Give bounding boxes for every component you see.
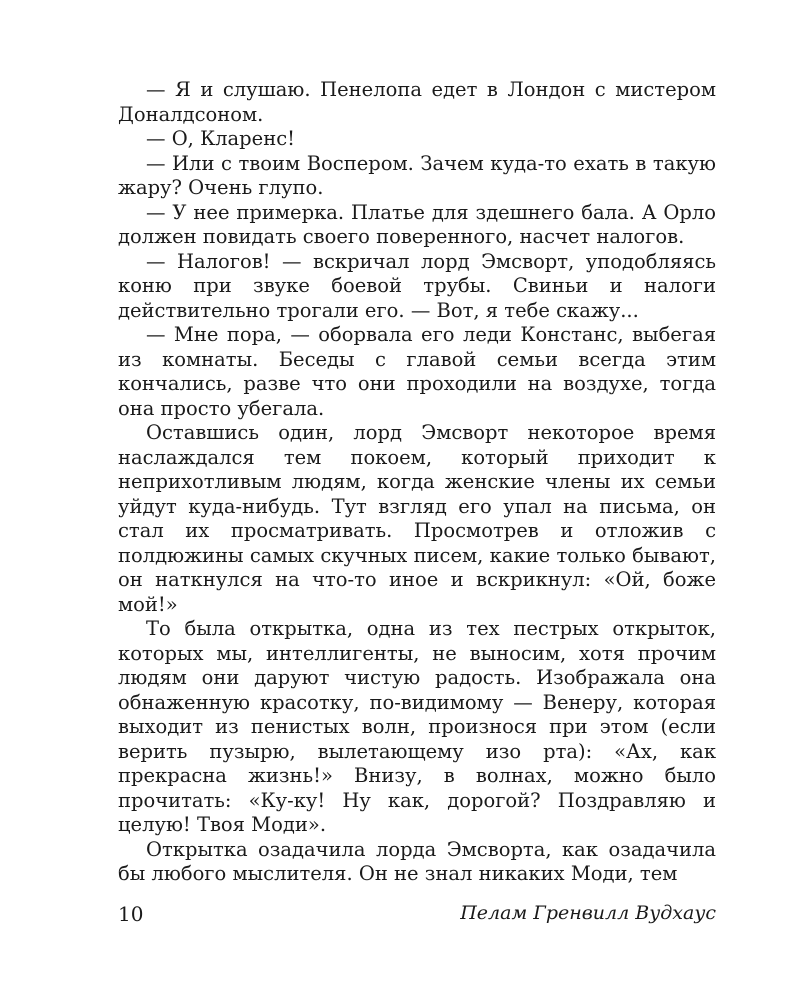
paragraph: Открытка озадачила лорда Эмсворта, как озадачила бы любого мыслителя. Он не знал никаких Моди, тем [118, 837, 716, 885]
running-author: Пелам Гренвилл Вудхаус [460, 902, 716, 924]
paragraph: — Или с твоим Воспером. Зачем куда-то ехать в такую жару? Очень глупо. [118, 151, 716, 199]
page-number: 10 [118, 902, 144, 926]
paragraph: — У нее примерка. Платье для здешнего бала. А Орло должен повидать своего поверенного, насчет налогов. [118, 200, 716, 248]
paragraph: — Мне пора, — оборвала его леди Констанс, выбегая из комнаты. Беседы с главой семьи всегда этим кончались, разве что они проходили на воздухе, тогда она просто убегала. [118, 323, 716, 420]
body-text [118, 78, 716, 887]
paragraph: Оставшись один, лорд Эмсворт некоторое время наслаждался тем покоем, который приходит к неприхотливым людям, когда женские члены их семьи уйдут куда-нибудь. Тут взгляд его упал на письма, он стал их просматривать. Просмотрев и отложив с полдюжины самых скучных писем, какие только бывают, он наткнулся на что-то иное и вскрикнул: «Ой, боже мой!» [118, 421, 716, 616]
paragraph: — Я и слушаю. Пенелопа едет в Лондон с мистером Доналдсоном. [118, 78, 716, 126]
paragraph: — О, Кларенс! [146, 127, 295, 150]
paragraph: — Налогов! — вскричал лорд Эмсворт, уподобляясь коню при звуке боевой трубы. Свиньи и налоги действительно трогали его. — Вот, я тебе скажу... [118, 249, 716, 322]
paragraph: То была открытка, одна из тех пестрых открыток, которых мы, интеллигенты, не выносим, хотя прочим людям они даруют чистую радость. Изображала она обнаженную красотку, по-видимому — Венеру, которая выходит из пенистых волн, произнося при этом (если верить пузырю, вылетающему изо рта): «Ах, как прекрасна жизнь!» Внизу, в волнах, можно было прочитать: «Ку-ку! Ну как, дорогой? Поздравляю и целую! Твоя Моди». [118, 617, 716, 836]
page-footer [118, 902, 716, 932]
